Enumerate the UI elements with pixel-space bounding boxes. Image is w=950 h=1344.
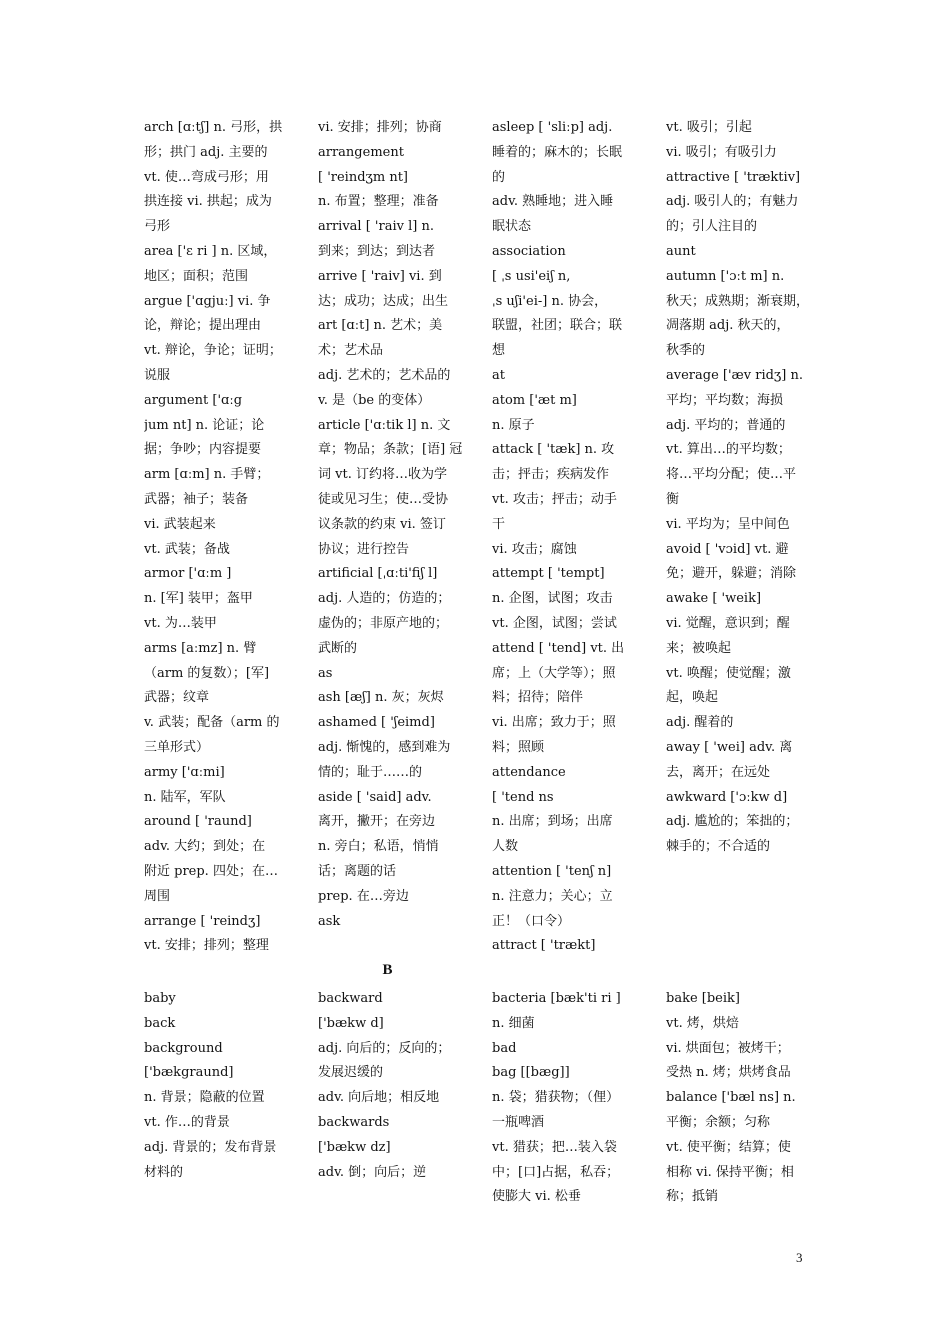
entry-line: attempt [ 'tempt] [492,566,605,582]
entry-line: [ 'tend ns [492,789,554,805]
entry-line: vt. 武装；备战 [144,541,230,557]
entry-line: prep. 在…旁边 [318,888,409,904]
entry-line: v. 武装；配备（arm 的 [144,715,280,731]
entry-line: vi. 烘面包；被烤干； [666,1040,790,1056]
letter-heading: B [382,962,393,978]
entry-line: 情的；耻于……的 [318,764,423,780]
entry-line: 武器；袖子；装备 [144,491,249,507]
column-4-section-a [666,116,814,860]
entry-line: 说服 [144,367,171,383]
entry-line: ['bækgraund] [144,1065,234,1081]
entry-line: balance ['bæl ns] n. [666,1090,796,1106]
entry-line: vt. 吸引；引起 [666,120,752,135]
entry-line: 人数 [492,839,519,855]
entry-line: vt. 为…装甲 [144,615,217,631]
entry-line: art [ɑːt] n. 艺术；美 [318,318,443,334]
column-4-section-b [666,987,814,1210]
entry-line: adj. 平均的；普通的 [666,417,786,433]
entry-line: ˌs uʃi'ei-] n. 协会， [492,293,608,309]
entry-line: ashamed [ 'ʃeimd] [318,715,435,731]
entry-line: n. 注意力；关心；立 [492,888,613,904]
entry-line: vt. 使平衡；结算；使 [666,1139,791,1155]
entry-line: attractive [ 'træktiv] [666,169,801,185]
entry-line: vi. 吸引；有吸引力 [666,144,777,160]
entry-line: 到来；到达；到达者 [318,243,436,259]
entry-line: 三单形式） [144,739,210,755]
entry-line: 秋天；成熟期；渐衰期， [666,293,810,309]
entry-line: 一瓶啤酒 [492,1114,545,1130]
entry-line: jum nt] n. 论证；论 [144,417,265,433]
entry-line: adv. 倒；向后；逆 [318,1164,427,1180]
entry-line: 弓形 [144,219,171,235]
entry-line: 的 [492,169,506,185]
entry-line: baby [144,991,176,1006]
entry-line: 平衡；余额；匀称 [666,1114,771,1130]
entry-line: [ 'reindʒm nt] [318,169,409,185]
entry-line: adv. 大约；到处；在 [144,839,266,855]
entry-line: artificial [ˌɑːti'fiʃ l] [318,566,438,582]
entry-line: 相称 vi. 保持平衡；相 [666,1164,794,1180]
entry-line: adj. 尴尬的；笨拙的； [666,814,799,830]
entry-line: 武器；纹章 [144,690,210,706]
column-2-section-a [318,116,466,934]
entry-line: around [ 'raund] [144,814,252,830]
entry-line: arrive [ 'raiv] vi. 到 [318,268,442,284]
entry-line: vt. 企图，试图；尝试 [492,615,617,631]
entry-line: n. [军] 装甲；盔甲 [144,591,253,607]
entry-line: asleep [ 'sliːp] adj. [492,120,613,135]
entry-line: adj. 醒着的 [666,715,734,731]
page-number: 3 [796,1250,803,1265]
entry-line: 想 [492,343,506,359]
entry-line: adj. 向后的；反向的； [318,1040,451,1056]
entry-line: 周围 [144,888,171,904]
entry-line: 话；离题的话 [318,863,397,879]
entry-line: armor ['ɑːm ] [144,566,232,582]
entry-line: 中；[口]占据，私吞； [492,1164,620,1180]
entry-line: adj. 吸引人的；有魅力 [666,194,799,210]
entry-line: attend [ 'tend] vt. 出 [492,640,625,656]
entry-line: average ['æv ridʒ] n. [666,367,803,383]
entry-line: at [492,367,505,383]
column-3-section-a [492,116,640,959]
entry-line: 将…平均分配；使…平 [666,467,797,483]
entry-line: army ['ɑːmi] [144,764,225,780]
entry-line: argue ['ɑgjuː] vi. 争 [144,293,271,309]
entry-line: 论，辩论；提出理由 [144,318,262,334]
entry-line: 据；争吵；内容提要 [144,442,262,458]
entry-line: argument ['ɑːg [144,392,243,408]
entry-line: 的；引人注目的 [666,219,758,235]
entry-line: ['bækw dz] [318,1139,391,1155]
entry-line: 正！（口令） [492,913,571,929]
entry-line: attendance [492,764,566,780]
entry-line: vt. 辩论，争论；证明； [144,343,282,359]
entry-line: 章；物品；条款；[语] 冠 [318,442,463,458]
entry-line: [ ˌs usi'eiʃ n, [492,268,571,284]
entry-line: 词 vt. 订约将…收为学 [318,467,447,483]
column-2-section-b [318,987,466,1185]
entry-line: n. 细菌 [492,1015,535,1031]
entry-line: 联盟，社团；联合；联 [492,318,623,334]
entry-line: v. 是（be 的变体） [318,392,431,408]
entry-line: vt. 唤醒；使觉醒；激 [666,665,791,681]
entry-line: vt. 烤，烘焙 [666,1015,739,1031]
entry-line: vi. 安排；排列；协商 [318,120,442,135]
entry-line: vi. 攻击；腐蚀 [492,541,577,557]
entry-line: 虚伪的；非原产地的； [318,615,449,631]
entry-line: ['bækw d] [318,1015,384,1031]
entry-line: attention [ 'tenʃ n] [492,863,612,879]
entry-line: 离开，撇开；在旁边 [318,814,436,830]
entry-line: attack [ 'tæk] n. 攻 [492,442,615,458]
entry-line: article ['ɑːtik l] n. 文 [318,417,451,433]
entry-line: 议条款的约束 vi. 签订 [318,516,446,532]
entry-line: arch [ɑːtʃ] n. 弓形，拱 [144,120,283,135]
entry-line: 徒或见习生；使…受协 [318,491,449,507]
entry-line: 附近 prep. 四处；在… [144,863,278,879]
entry-line: arrangement [318,144,404,160]
entry-line: 协议；进行控告 [318,541,410,557]
entry-line: adj. 背景的；发布背景 [144,1139,277,1155]
entry-line: adj. 惭愧的，感到难为 [318,739,451,755]
entry-line: awkward ['ɔːkw d] [666,789,788,805]
entry-line: vt. 算出…的平均数； [666,442,791,458]
entry-line: avoid [ 'vɔid] vt. 避 [666,541,789,557]
entry-line: arm [ɑːm] n. 手臂； [144,467,270,483]
entry-line: （arm 的复数）；[军] [144,665,270,681]
entry-line: backward [318,991,383,1006]
entry-line: bad [492,1040,517,1056]
entry-line: 眠状态 [492,219,532,235]
entry-line: 材料的 [144,1164,184,1180]
column-1-section-a [144,116,292,959]
entry-line: n. 企图，试图；攻击 [492,591,613,607]
entry-line: area ['ɛ ri ] n. 区域， [144,243,277,259]
entry-line: 凋落期 adj. 秋天的， [666,318,790,334]
entry-line: vt. 攻击；抨击；动手 [492,491,617,507]
column-1-section-b [144,987,292,1185]
entry-line: arms [aːmz] n. 臂 [144,640,257,656]
entry-line: awake [ 'weik] [666,591,762,607]
entry-line: 形；拱门 adj. 主要的 [144,144,268,160]
entry-line: backwards [318,1114,390,1130]
entry-line: 拱连接 vi. 拱起；成为 [144,194,272,210]
entry-line: vt. 使…弯成弓形；用 [144,169,269,185]
entry-line: vt. 猎获；把…装入袋 [492,1139,617,1155]
entry-line: 干 [492,516,506,532]
entry-line: n. 袋；猎获物；（俚） [492,1090,620,1106]
column-3-section-b [492,987,640,1210]
entry-line: n. 原子 [492,417,535,433]
entry-line: 衡 [666,491,680,507]
entry-line: attract [ 'trækt] [492,938,596,954]
entry-line: ask [318,913,341,929]
entry-line: 达；成功；达成；出生 [318,293,449,309]
entry-line: 料；招待；陪伴 [492,690,584,706]
entry-line: n. 出席；到场；出席 [492,814,613,830]
entry-line: 平均；平均数；海损 [666,392,784,408]
entry-line: vi. 出席；致力于；照 [492,715,616,731]
entry-line: bake [beik] [666,991,740,1006]
entry-line: n. 布置；整理；准备 [318,194,439,210]
entry-line: 料；照顾 [492,739,545,755]
entry-line: arrival [ 'raiv l] n. [318,219,434,235]
entry-line: 秋季的 [666,343,706,359]
entry-line: n. 陆军，军队 [144,789,226,805]
entry-line: away [ 'wei] adv. 离 [666,739,793,755]
entry-line: association [492,243,566,259]
entry-line: vt. 作…的背景 [144,1114,230,1130]
entry-line: adv. 熟睡地；进入睡 [492,194,614,210]
entry-line: atom ['æt m] [492,392,577,408]
entry-line: vi. 觉醒，意识到；醒 [666,615,790,631]
entry-line: adj. 艺术的；艺术品的 [318,367,451,383]
entry-line: 免；避开，躲避；消除 [666,566,797,582]
entry-line: 来；被唤起 [666,640,732,656]
entry-line: 地区；面积；范围 [144,268,249,284]
entry-line: 称；抵销 [666,1189,719,1205]
entry-line: vi. 平均为；呈中间色 [666,516,790,532]
entry-line: background [144,1040,223,1056]
entry-line: back [144,1015,176,1031]
entry-line: bacteria [bæk'ti ri ] [492,991,621,1006]
entry-line: 击；抨击；疾病发作 [492,467,610,483]
entry-line: vi. 武装起来 [144,516,216,532]
entry-line: 武断的 [318,640,358,656]
entry-line: aunt [666,243,696,259]
entry-line: 受热 n. 烤；烘烤食品 [666,1065,791,1081]
entry-line: autumn ['ɔːt m] n. [666,268,785,284]
entry-line: 发展迟缓的 [318,1065,384,1081]
entry-line: 去，离开；在远处 [666,764,771,780]
entry-line: n. 背景；隐蔽的位置 [144,1090,265,1106]
entry-line: ash [æʃ] n. 灰；灰烬 [318,690,444,706]
entry-line: 术；艺术品 [318,343,384,359]
entry-line: adj. 人造的；仿造的； [318,591,451,607]
entry-line: aside [ 'said] adv. [318,789,432,805]
entry-line: 棘手的；不合适的 [666,839,771,855]
entry-line: as [318,665,333,681]
entry-line: 睡着的；麻木的；长眠 [492,144,623,160]
entry-line: 席；上（大学等）；照 [492,665,616,681]
entry-line: 使膨大 vi. 松垂 [492,1189,581,1205]
entry-line: n. 旁白；私语，悄悄 [318,839,439,855]
entry-line: 起，唤起 [666,690,719,706]
entry-line: arrange [ 'reindʒ] [144,913,261,929]
entry-line: adv. 向后地；相反地 [318,1090,440,1106]
entry-line: vt. 安排；排列；整理 [144,938,269,954]
entry-line: bag [[bæg]] [492,1065,570,1081]
